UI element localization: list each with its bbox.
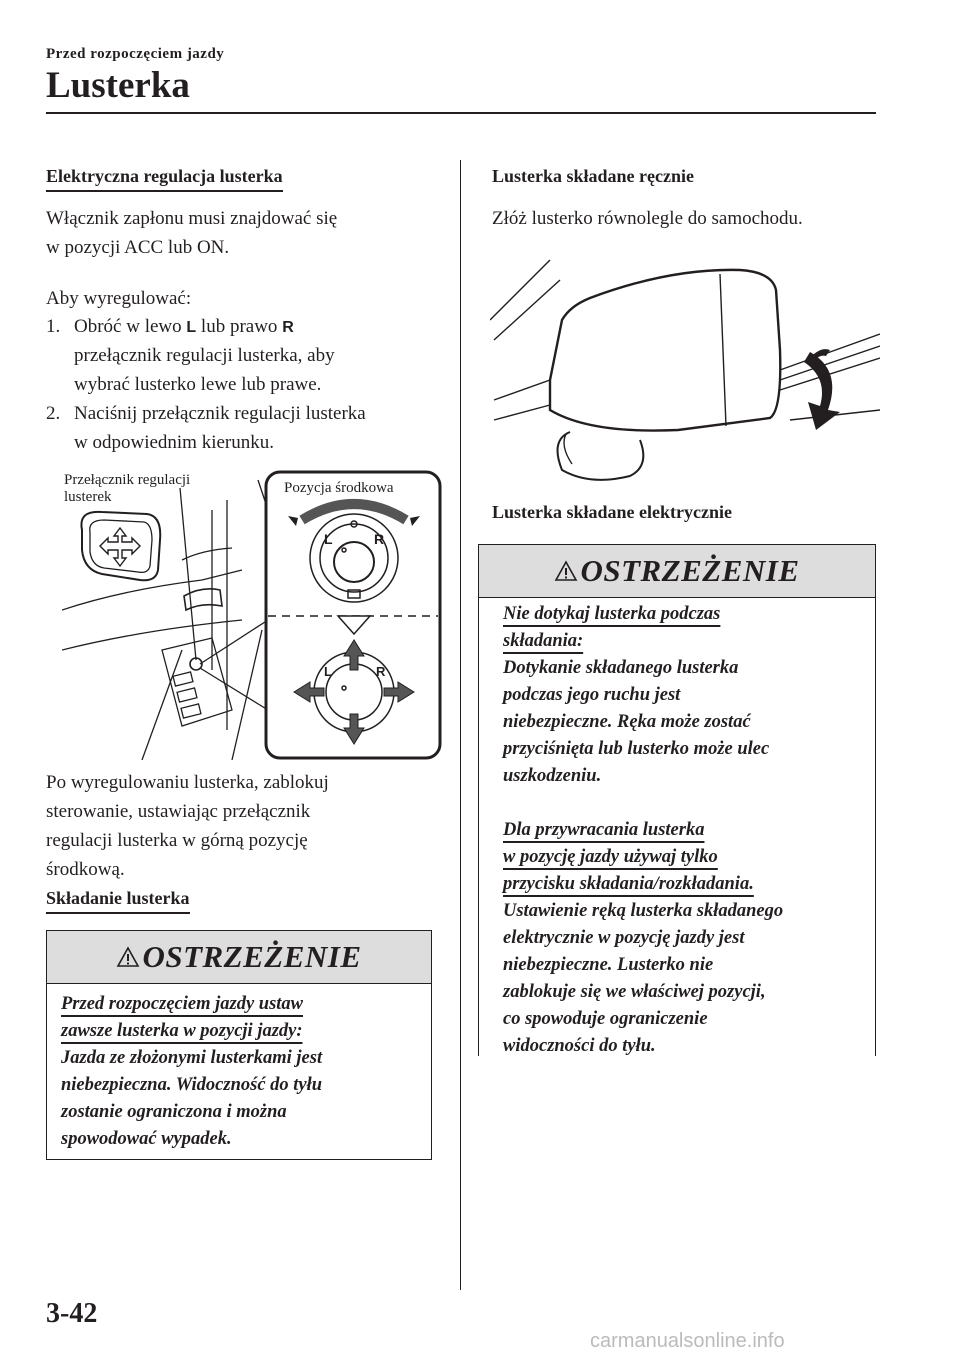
text: lub prawo [200, 316, 278, 337]
warning-line: niebezpieczne. Lusterko nie [503, 955, 714, 975]
warning-header [479, 545, 875, 598]
manual-fold-note: Złóż lusterko równolegle do samochodu. [492, 208, 803, 229]
caption-line: Przełącznik regulacji [64, 472, 191, 488]
text-line: regulacji lusterka w górną pozycję [46, 830, 308, 851]
warning-line: przyciśnięta lub lusterko może ulec [503, 739, 770, 759]
warning-line: niebezpieczne. Ręka może zostać [503, 712, 751, 732]
warning-emphasis-line: Dla przywracania lusterka [503, 820, 705, 840]
warning-line: co spowoduje ograniczenie [503, 1009, 708, 1029]
warning-header [47, 931, 431, 984]
knob-r-label: R [374, 531, 385, 547]
column-divider [460, 160, 461, 1290]
heading-folding: Składanie lusterka [46, 888, 190, 914]
ignition-note [46, 204, 337, 262]
warning-box-right [478, 544, 876, 1056]
text-line: sterowanie, ustawiając przełącznik [46, 801, 311, 822]
warning-line: Dotykanie składanego lusterka [503, 658, 739, 678]
warning-triangle-icon [554, 560, 578, 582]
text: Obróć w lewo [74, 316, 182, 337]
warning-emphasis-line: Przed rozpoczęciem jazdy ustaw [61, 994, 304, 1014]
step-number: 2. [46, 403, 61, 424]
adjust-steps [46, 312, 446, 462]
warning-line: zostanie ograniczona i można [61, 1102, 287, 1122]
warning-line: podczas jego ruchu jest [503, 685, 681, 705]
warning-emphasis-line: zawsze lusterka w pozycji jazdy: [61, 1021, 303, 1041]
text-line: środkową. [46, 859, 125, 880]
text-line: Włącznik zapłonu musi znajdować się [46, 208, 338, 229]
warning-box-left [46, 930, 432, 1160]
page-number: 3-42 [46, 1298, 98, 1329]
step-1-line-2: przełącznik regulacji lusterka, aby [74, 345, 335, 366]
mirror-switch-illustration [62, 470, 442, 760]
text-line: w pozycji ACC lub ON. [46, 237, 230, 258]
knob-r-label-lower: R [376, 664, 386, 679]
section-name: Przed rozpoczęciem jazdy [46, 46, 225, 62]
warning-line: zablokuje się we właściwej pozycji, [503, 982, 766, 1002]
warning-line: elektrycznie w pozycję jazdy jest [503, 928, 745, 948]
warning-line: Jazda ze złożonymi lusterkami jest [61, 1048, 323, 1068]
caption-center-position: Pozycja środkowa [284, 480, 394, 496]
warning-triangle-icon [116, 946, 140, 968]
warning-emphasis-line: Nie dotykaj lusterka podczas [503, 604, 721, 624]
warning-title: OSTRZEŻENIE [142, 939, 362, 974]
folding-mirror-illustration [490, 250, 880, 490]
knob-l-label-lower: L [324, 664, 332, 679]
step-number: 1. [46, 316, 61, 337]
warning-text [503, 601, 783, 1060]
heading-electric-folding: Lusterka składane elektrycznie [492, 502, 732, 522]
lock-note [46, 768, 329, 884]
title-rule [46, 112, 876, 114]
knob-l-label: L [324, 531, 333, 547]
heading-manual-folding: Lusterka składane ręcznie [492, 166, 694, 186]
warning-title: OSTRZEŻENIE [580, 553, 800, 588]
folding-mirror-figure [490, 250, 880, 490]
mirror-switch-figure [62, 470, 442, 760]
adjust-intro: Aby wyregulować: [46, 288, 192, 309]
step-text: Naciśnij przełącznik regulacji lusterka [74, 403, 366, 424]
heading-electric-adjust: Elektryczna regulacja lusterka [46, 166, 283, 192]
key-l-label: L [186, 319, 197, 336]
step-text [74, 312, 294, 342]
warning-line: spowodować wypadek. [61, 1129, 232, 1149]
warning-line: uszkodzeniu. [503, 766, 602, 786]
warning-line: Ustawienie ręką lusterka składanego [503, 901, 784, 921]
step-1-line-3: wybrać lusterko lewe lub prawe. [74, 374, 322, 395]
warning-line: widoczności do tyłu. [503, 1036, 656, 1056]
warning-text [61, 991, 322, 1153]
watermark: carmanualsonline.info [590, 1330, 785, 1352]
text-line: Po wyregulowaniu lusterka, zablokuj [46, 772, 329, 793]
step-2-line-2: w odpowiednim kierunku. [74, 432, 275, 453]
warning-emphasis-line: przycisku składania/rozkładania. [503, 874, 754, 894]
warning-emphasis-line: składania: [503, 631, 584, 651]
caption-line: lusterek [64, 489, 112, 505]
warning-line: niebezpieczna. Widoczność do tyłu [61, 1075, 323, 1095]
warning-emphasis-line: w pozycję jazdy używaj tylko [503, 847, 718, 867]
caption-switch [64, 472, 190, 506]
key-r-label: R [282, 319, 294, 336]
page-title: Lusterka [46, 65, 190, 106]
